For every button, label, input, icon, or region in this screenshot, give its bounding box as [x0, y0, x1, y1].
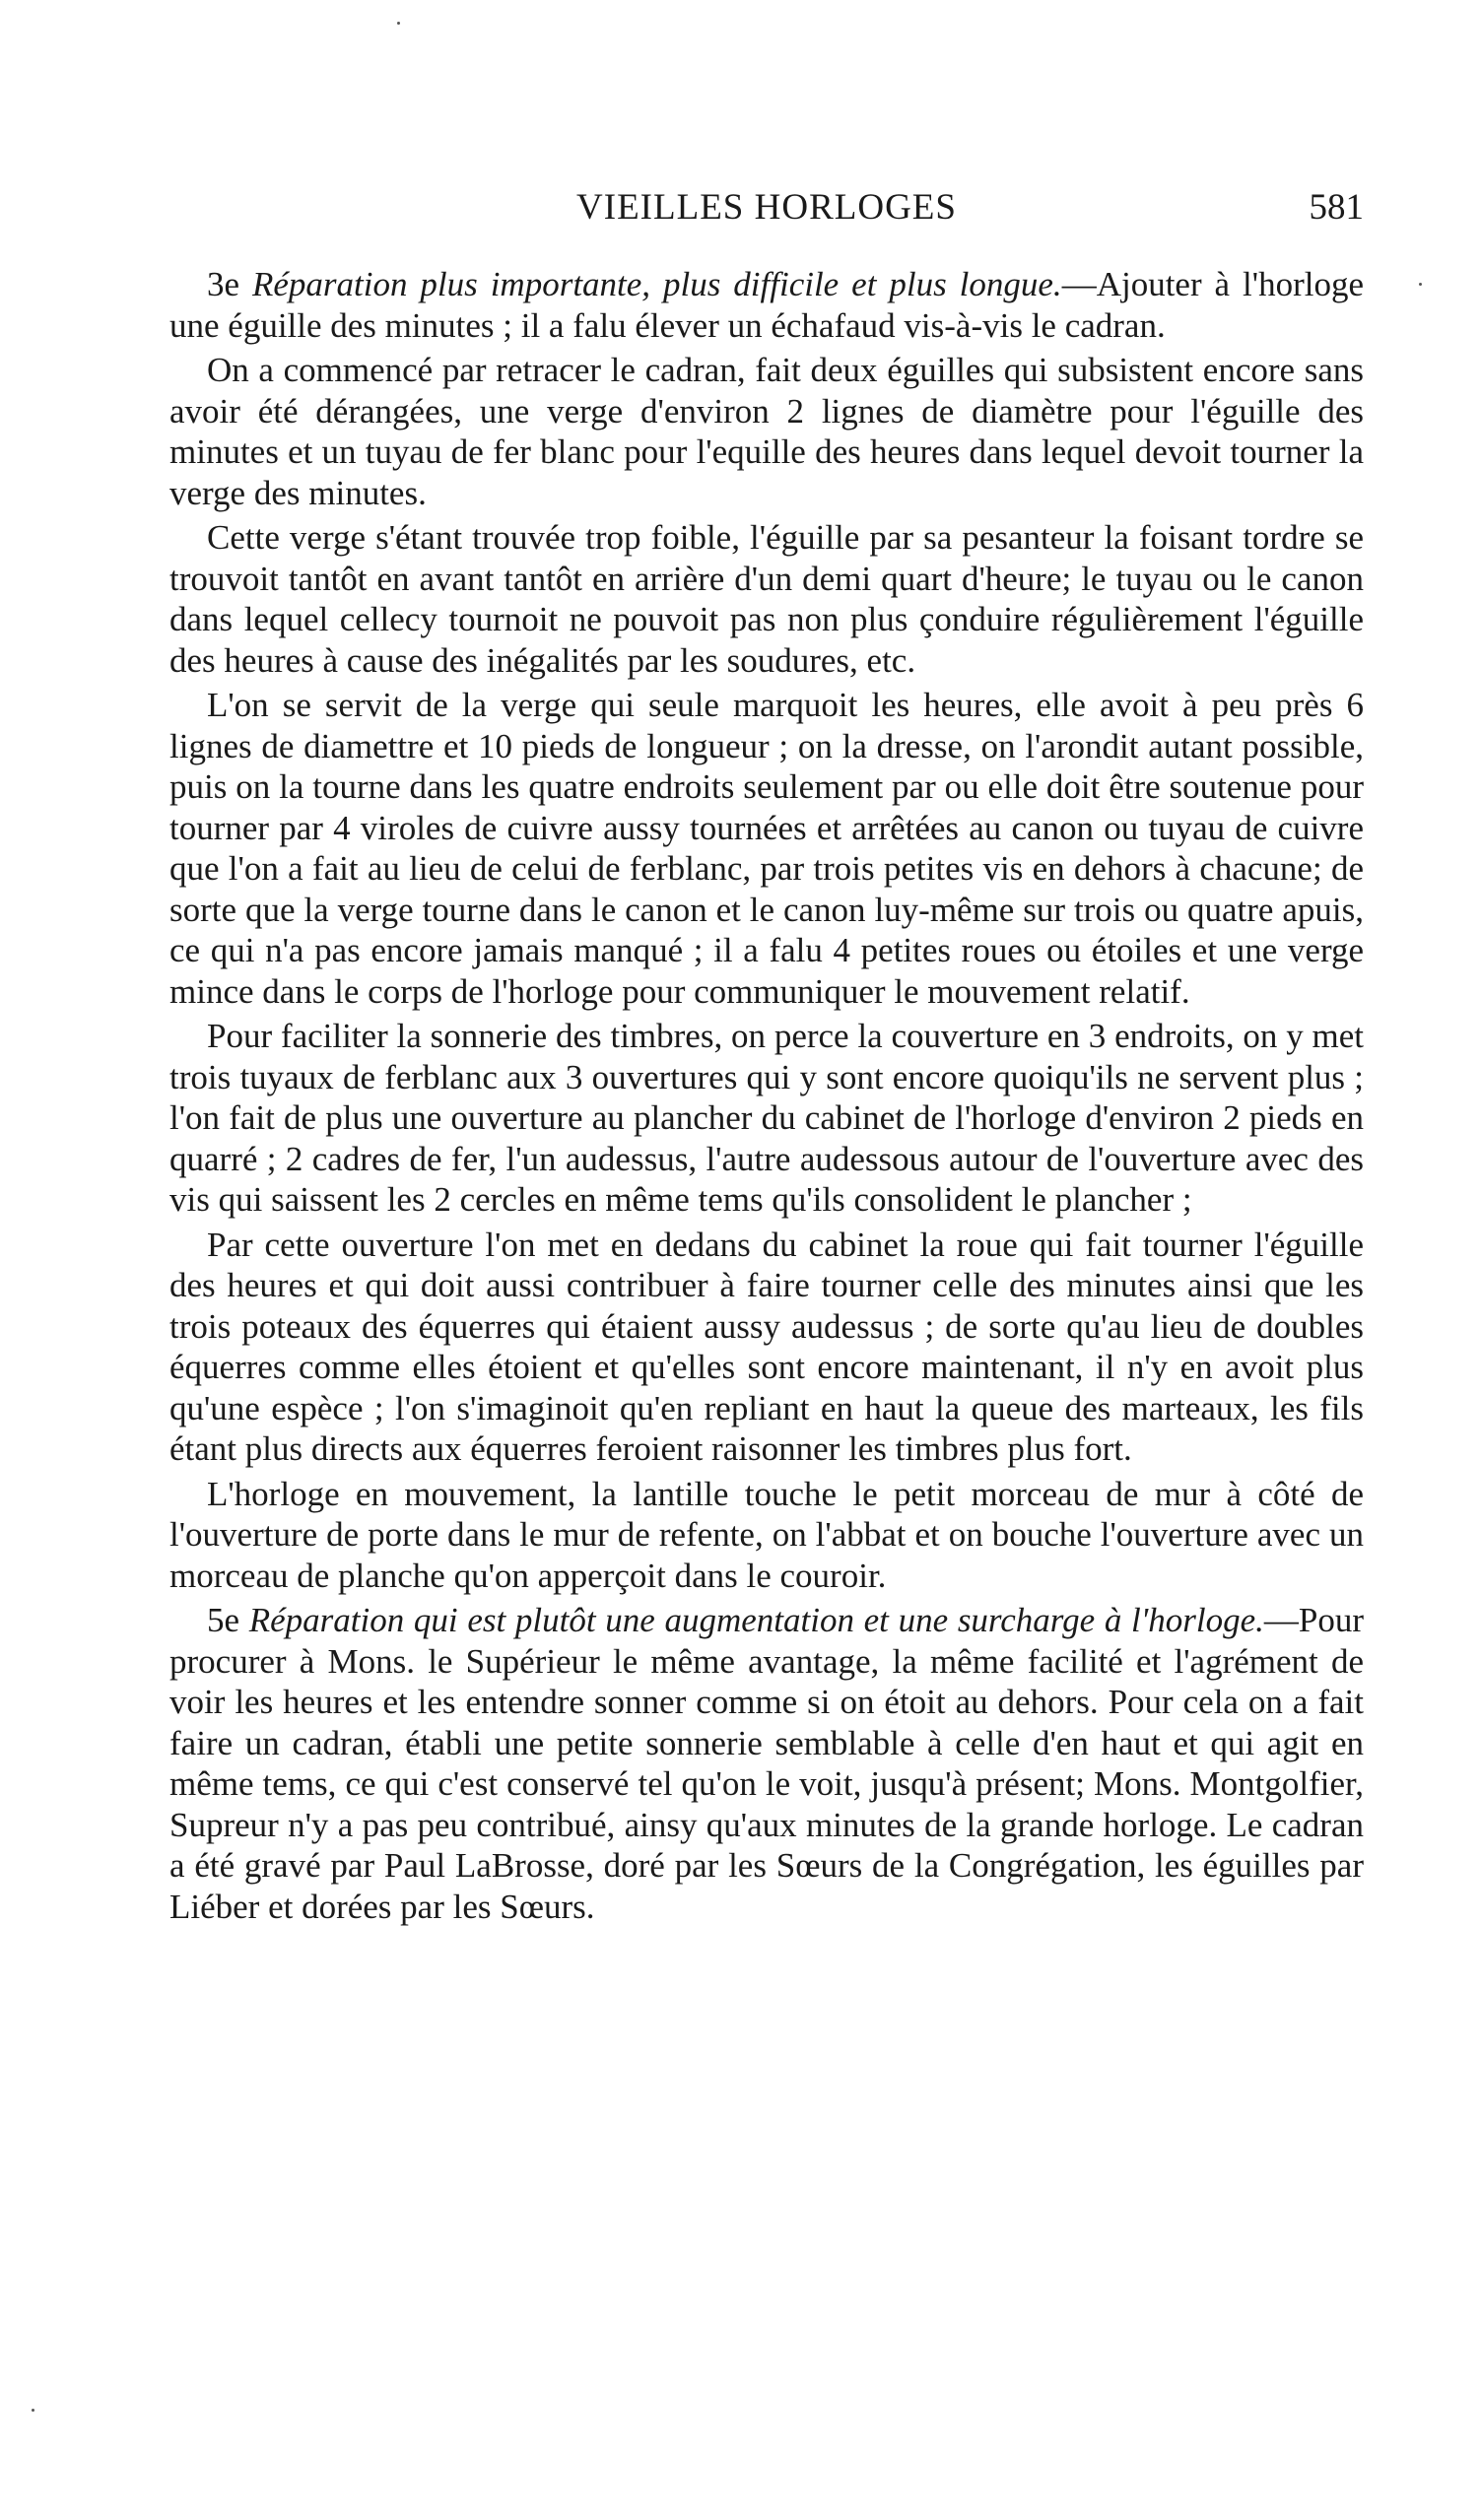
paragraph-text: Pour faciliter la sonnerie des timbres, on perce la couverture en 3 endroits, on y met trois tuyaux de ferblanc aux 3 ouvertures qui y sont encore quoiqu'ils ne servent plus ; l'on fait de plus une ouverture au plancher du cabinet de l'horloge d'environ 2 pieds en quarré ; 2 cadres de fer, l'un audessus, l'autre audessous autour de l'ouverture avec des vis qui saissent les 2 cercles en même tems qu'ils consolident le plancher ;: [169, 1017, 1364, 1219]
scan-speck: [397, 22, 400, 25]
paragraph-2: [169, 350, 1364, 513]
paragraph-4: [169, 685, 1364, 1012]
paragraph-text: Par cette ouverture l'on met en dedans du cabinet la roue qui fait tourner l'éguille des heures et qui doit aussi contribuer à faire tourner celle des minutes ainsi que les trois poteaux des équerres qui étaient aussy audessus ; de sorte qu'au lieu de doubles équerres comme elles étoient et qu'elles sont encore maintenant, il n'y en avoit plus qu'une espèce ; l'on s'imaginoit qu'en repliant en haut la queue des marteaux, les fils étant plus directs aux équerres feroient raisonner les timbres plus fort.: [169, 1225, 1364, 1468]
paragraph-heading: Réparation qui est plutôt une augmentation et une surcharge à l'horloge.: [248, 1601, 1264, 1639]
paragraph-1: [169, 264, 1364, 346]
paragraph-text: L'on se servit de la verge qui seule marquoit les heures, elle avoit à peu près 6 lignes de diamettre et 10 pieds de longueur ; on la dresse, on l'arondit autant possible, puis on la tourne dans les quatre endroits seulement par ou elle doit être soutenue pour tourner par 4 viroles de cuivre aussy tournées et arrêtées au canon ou tuyau de cuivre que l'on a fait au lieu de celui de ferblanc, par trois petites vis en dehors à chacune; de sorte que la verge tourne dans le canon et le canon luy-même sur trois ou quatre apuis, ce qui n'a pas encore jamais manqué ; il a falu 4 petites roues ou étoiles et une verge mince dans le corps de l'horloge pour communiquer le mouvement relatif.: [169, 686, 1364, 1011]
paragraph-text: Cette verge s'étant trouvée trop foible, l'éguille par sa pesanteur la foisant tordre se trouvoit tantôt en avant tantôt en arrière d'un demi quart d'heure; le tuyau ou le canon dans lequel cellecy tournoit ne pouvoit pas non plus çonduire régulièrement l'éguille des heures à cause des inégalités par les soudures, etc.: [169, 518, 1364, 680]
paragraph-heading: Réparation plus importante, plus difficile et plus longue.: [251, 265, 1062, 303]
page-header: [169, 182, 1364, 233]
paragraph-text: On a commencé par retracer le cadran, fait deux éguilles qui subsistent encore sans avoir été dérangées, une verge d'environ 2 lignes de diamètre pour l'éguille des minutes et un tuyau de fer blanc pour l'equille des heures dans lequel devoit tourner la verge des minutes.: [169, 351, 1364, 512]
scan-speck: [1419, 283, 1422, 286]
body-text: [169, 264, 1364, 1931]
paragraph-text: L'horloge en mouvement, la lantille touche le petit morceau de mur à côté de l'ouverture de porte dans le mur de refente, on l'abbat et on bouche l'ouverture avec un morceau de planche qu'on apperçoit dans le couroir.: [169, 1474, 1364, 1595]
running-title: VIEILLES HORLOGES: [576, 187, 957, 228]
scan-speck: [32, 2409, 34, 2412]
page-number: 581: [1309, 187, 1364, 228]
paragraph-lead: 3e: [207, 265, 252, 303]
paragraph-6: [169, 1225, 1364, 1470]
paragraph-7: [169, 1474, 1364, 1597]
paragraph-8: [169, 1600, 1364, 1927]
paragraph-text: —Ajouter à l'horloge une éguille des minutes ; il a falu élever un échafaud vis-à-vis le cadran.: [169, 265, 1364, 345]
paragraph-3: [169, 517, 1364, 681]
paragraph-text: —Pour procurer à Mons. le Supérieur le même avantage, la même facilité et l'agrément de voir les heures et les entendre sonner comme si on étoit au dehors. Pour cela on a fait faire un cadran, établi une petite sonnerie semblable à celle d'en haut et qui agit en même tems, ce qui c'est conservé tel qu'on le voit, jusqu'à présent; Mons. Montgolfier, Supreur n'y a pas peu contribué, ainsy qu'aux minutes de la grande horloge. Le cadran a été gravé par Paul LaBrosse, doré par les Sœurs de la Congrégation, les éguilles par Liéber et dorées par les Sœurs.: [169, 1601, 1364, 1926]
paragraph-lead: 5e: [207, 1601, 249, 1639]
paragraph-5: [169, 1016, 1364, 1221]
